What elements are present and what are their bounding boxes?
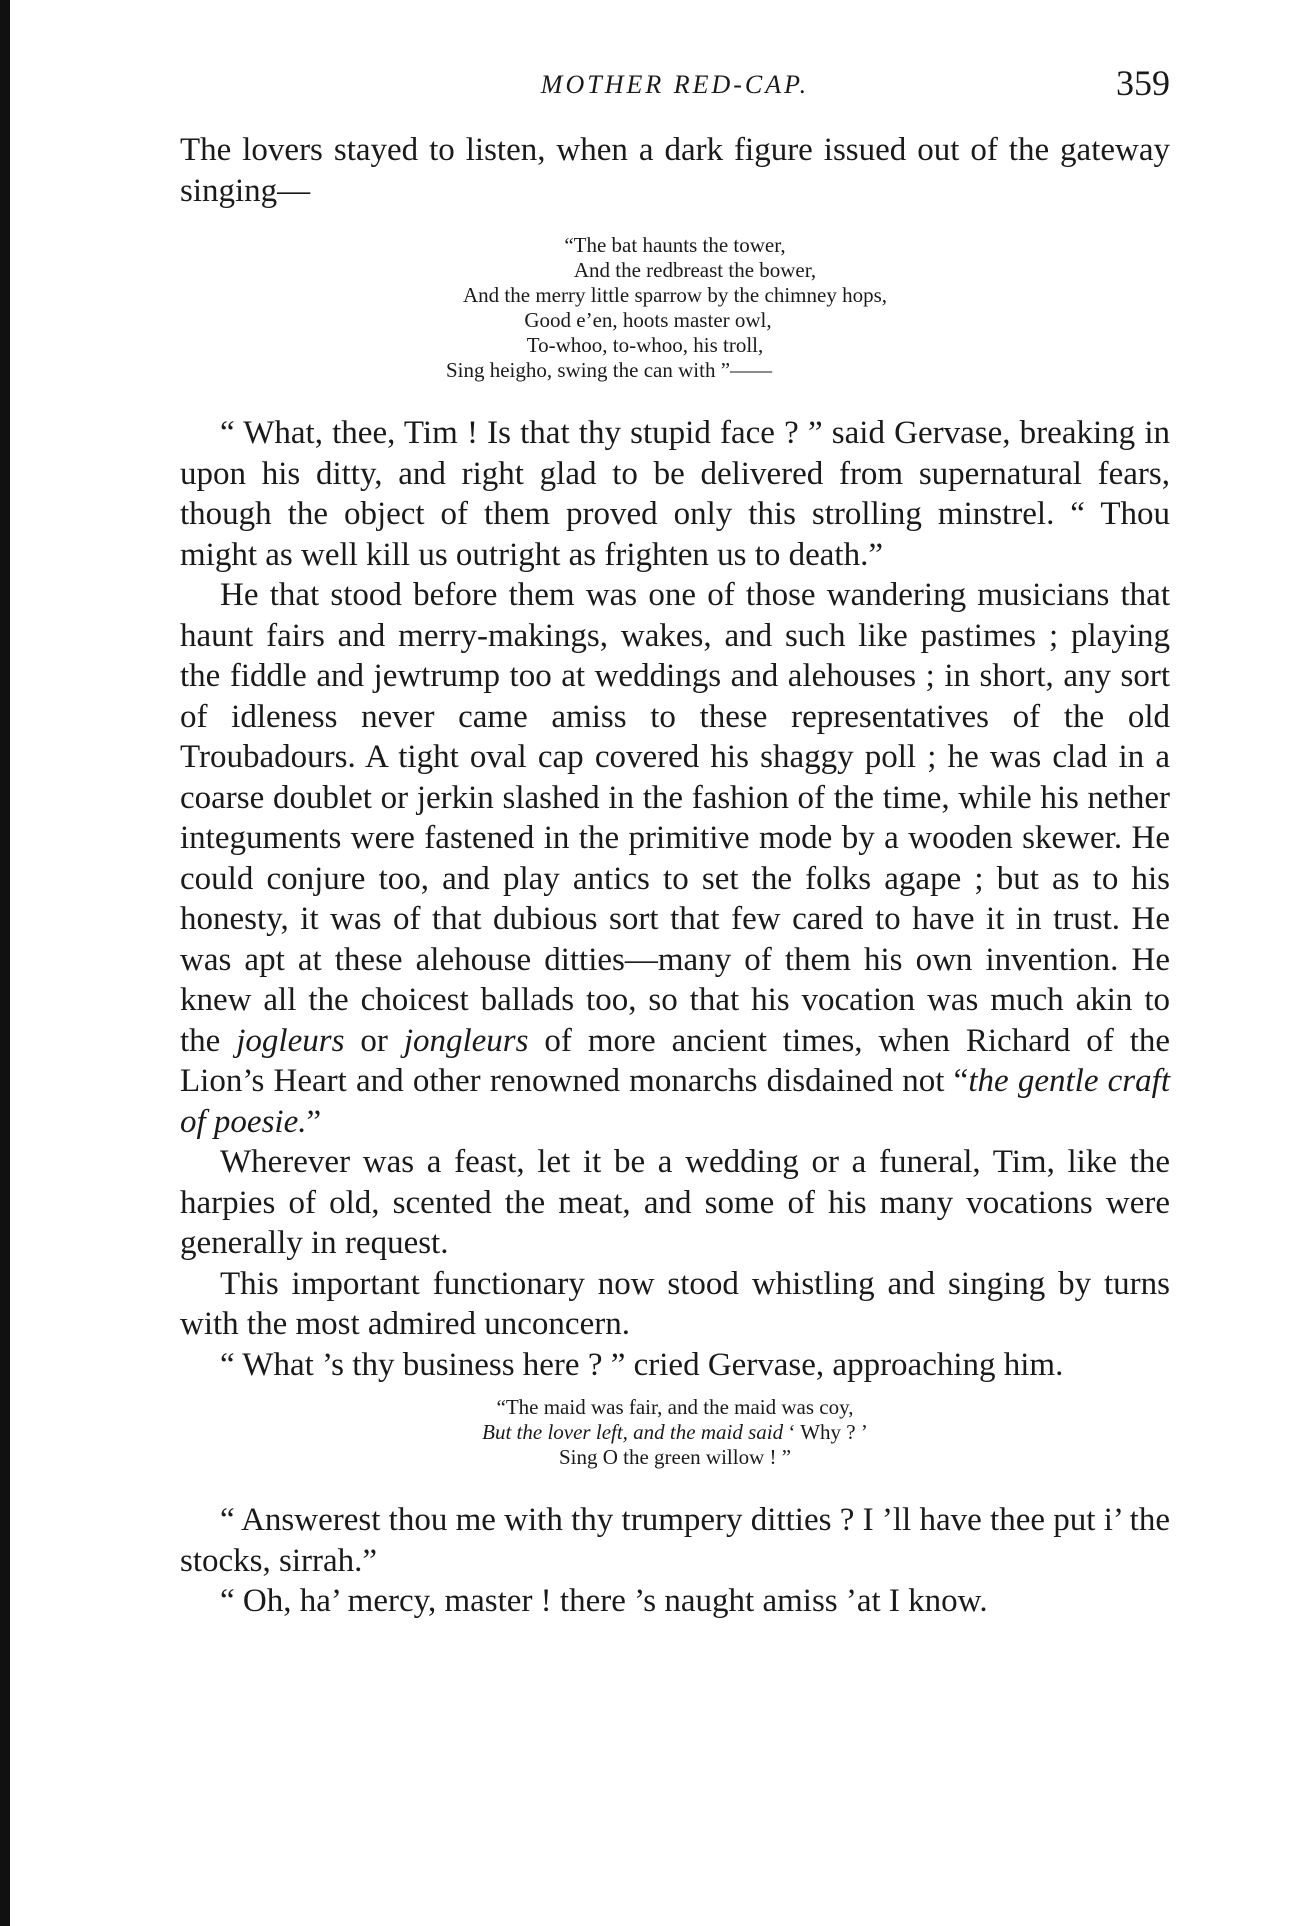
verse-line	[482, 1420, 868, 1445]
verse-block-2	[180, 1395, 1170, 1470]
verse-line: To-whoo, to-whoo, his troll,	[526, 333, 764, 357]
verse-line: And the merry little sparrow by the chimney hops,	[463, 283, 887, 307]
paragraph-3-text: ”	[306, 1103, 322, 1140]
paragraph-8: “ Oh, ha’ mercy, master ! there ’s naught amiss ’at I know.	[220, 1583, 988, 1619]
paragraph-4: Wherever was a feast, let it be a wedding or a funeral, Tim, like the harpies of old, scented the meat, and some of his many vocations were generally in request.	[180, 1144, 1170, 1261]
paragraph-5: This important functionary now stood whistling and singing by turns with the most admired unconcern.	[180, 1265, 1170, 1342]
italic-quote: the gentle craft of poesie.	[180, 1063, 1170, 1140]
verse-line-end: ‘ Why ? ’	[788, 1420, 868, 1444]
page-number: 359	[1116, 63, 1170, 103]
page-binding-edge	[0, 0, 10, 1926]
verse-line: “The bat haunts the tower,	[564, 233, 786, 257]
italic-term-jongleurs: jongleurs	[403, 1022, 529, 1059]
page-header	[180, 62, 1170, 110]
paragraph-1: The lovers stayed to listen, when a dark figure issued out of the gateway singing—	[180, 132, 1170, 209]
verse-line: Good e’en, hoots master owl,	[524, 308, 772, 332]
paragraph-3-text: He that stood before them was one of those wandering musicians that haunt fairs and merry-makings, wakes, and such like pastimes ; playing the fiddle and jewtrump too at weddings and alehouses ; in short, any sort of idleness never came amiss to these representatives of the old Troubadours. A tight oval cap covered his shaggy poll ; he was clad in a coarse doublet or jerkin slashed in the fashion of the time, while his nether integuments were fastened in the primitive mode by a wooden skewer. He could conjure too, and play antics to set the folks agape ; but as to his honesty, it was of that dubious sort that few cared to have it in trust. He was apt at these alehouse ditties—many of them his own invention. He knew all the choicest ballads too, so that his vocation was much akin to the	[180, 577, 1170, 1059]
paragraph-3-text: or	[360, 1022, 388, 1059]
verse-line: Sing O the green willow ! ”	[558, 1445, 792, 1469]
paragraph-6: “ What ’s thy business here ? ” cried Gervase, approaching him.	[220, 1346, 1064, 1383]
running-title: MOTHER RED-CAP.	[540, 70, 810, 99]
verse-block-1	[180, 233, 1170, 383]
verse-line-italic: But the lover left, and the maid said	[482, 1420, 784, 1444]
italic-term-jogleurs: jogleurs	[236, 1022, 345, 1059]
paragraph-2: “ What, thee, Tim ! Is that thy stupid face ? ” said Gervase, breaking in upon his ditty, and right glad to be delivered from supernatural fears, though the object of them proved only this strolling minstrel. “ Thou might as well kill us outright as frighten us to death.”	[180, 415, 1170, 573]
verse-line: Sing heigho, swing the can with ”——	[445, 358, 773, 382]
page-body	[180, 130, 1170, 1622]
paragraph-3-text: of more ancient times, when Richard of the Lion’s Heart and other renowned monarchs disdained not “	[180, 1022, 1171, 1099]
paragraph-7: “ Answerest thou me with thy trumpery ditties ? I ’ll have thee put i’ the stocks, sirrah.”	[180, 1502, 1170, 1579]
verse-line: And the redbreast the bower,	[573, 258, 817, 282]
verse-line: “The maid was fair, and the maid was coy,	[496, 1395, 854, 1419]
paragraph-3	[180, 575, 1170, 1142]
